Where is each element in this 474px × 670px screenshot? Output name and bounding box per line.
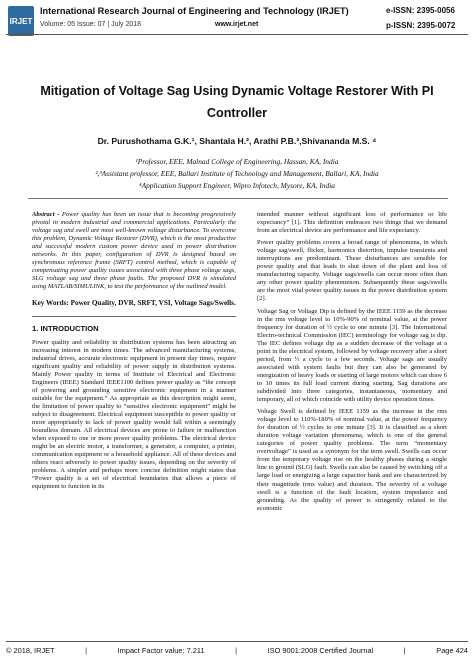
left-column — [32, 211, 236, 495]
e-issn: e-ISSN: 2395-0056 — [386, 6, 455, 15]
intro-paragraph: intended manner without significant loss of performance or life expectancy” [1]. This definition embraces two things that we demand from an electrical device are performance and life expectancy. — [257, 211, 447, 235]
intro-paragraph: Power quality and reliability in distribution systems has been attracting an increasing interest in modern times. The advanced manufacturing systems, industrial drives, accurate electronic equipment in present day times, require significant quality and reliability of power supply in distribution systems. Mainly Power quality in terms of Institute of Electrical and Electronic Engineers (IEEE) Standard IEEE1100 defines power quality as “the concept of powering and grounding sensitive electronic equipment in a manner suitable for the equipment.” As appropriate as this description might seem, the limitation of power quality to “sensitive electronic equipment” might be subject to disagreement. Electrical equipment susceptible to power quality or more appropriately to lack of power quality would fall within a seemingly boundless domain. All electrical devices are prone to failure or malfunction when exposed to one or more power quality problems. The electrical device might be an electric motor, a transformer, a generator, a computer, a printer, communication equipment or a household appliance. All of these devices and others react adversely to power quality issues, depending on the severity of problems. A simpler and perhaps more concise definition might states that “Power quality is a set of electrical boundaries that allows a piece of equipment to function in its — [32, 338, 236, 491]
footer-rule — [6, 641, 468, 642]
affiliation-2: ²,³Assistant professor, EEE, Ballari Institute of Technology and Management, Ballari, KA, India — [95, 169, 379, 178]
journal-website: www.irjet.net — [215, 21, 259, 28]
title-rule — [28, 198, 448, 199]
section-heading: 1. INTRODUCTION — [32, 323, 99, 333]
logo-text: IRJET — [9, 16, 33, 26]
author-list: Dr. Purushothama G.K.¹, Shantala H.², Arathi P.B.³,Shivananda M.S. ⁴ — [97, 136, 377, 146]
intro-paragraph: Voltage Swell is defined by IEEE 1159 as the increase in the rms voltage level to 110%-180% of nominal value, at the power frequency for duration of ½ cycles to one minute [3]. It is classified as a short duration voltage variation phenomena, which is one of the general categories of power quality problems. The term “momentary overvoltage” is used as a synonym for the term swell. Swells can occur from the temporary voltage rise on the healthy phases during a single line to ground (SLG) fault. Swells can also be caused by switching off a large load or energizing a large capacitor bank and are characterized by their magnitude (rms value) and duration. The severity of a voltage swell is a function of the fault location, system impedance and grounding. As the quality of power is stringently related to the economic — [257, 408, 447, 512]
paper-title: Mitigation of Voltage Sag Using Dynamic Voltage Restorer With PI Controller — [40, 84, 434, 120]
keywords-label: Key Words — [32, 299, 67, 308]
journal-logo — [8, 6, 34, 36]
affiliation-1: ¹Professor, EEE, Malnad College of Engineering, Hassan, KA, India — [135, 157, 339, 166]
footer-separator: | — [85, 646, 88, 655]
abstract-label: Abstract - — [32, 211, 60, 218]
keywords-text: : Power Quality, DVR, SRFT, VSI, Voltage Sags/Swells. — [66, 299, 236, 308]
volume-issue: Volume: 05 Issue: 07 | July 2018 — [40, 21, 142, 28]
footer-copyright: © 2018, IRJET — [6, 646, 55, 655]
footer-separator: | — [403, 646, 406, 655]
abstract — [32, 211, 236, 291]
header-rule — [6, 34, 468, 35]
page-footer — [6, 646, 468, 655]
p-issn: p-ISSN: 2395-0072 — [386, 21, 456, 30]
footer-iso: ISO 9001:2008 Certified Journal — [267, 646, 374, 655]
footer-impact-factor: Impact Factor value: 7.211 — [117, 646, 205, 655]
keywords — [32, 299, 236, 307]
footer-separator: | — [235, 646, 238, 655]
affiliation-3: ⁴Application Support Engineer, Wipro Infotech, Mysore, KA, India — [139, 181, 335, 190]
journal-name: International Research Journal of Engineering and Technology (IRJET) — [40, 6, 349, 16]
intro-paragraph: Power quality problems covers a broad range of phenomena, in which voltage sag/swell, flicker, harmonics distortion, impulse transients and interruptions are predominant. These disturbances are sensible for power quality and that leads to shut down of the plant and loss of manufacturing capacity. Voltage sags/swells can occur more often than any other power quality phenomenon. Subsequently these sags/swells are the most vital power quality issues in the power distribution system [2]. — [257, 239, 447, 303]
abstract-rule — [32, 316, 236, 317]
intro-paragraph: Voltage Sag or Voltage Dip is defined by the IEEE 1159 as the decrease in the rms voltage level to 10%-90% of nominal value, at the power frequency for duration of ½ cycle to one minute [3]. The International Electro-technical Commission (IEC) terminology for voltage sag is dip. The IEC defines voltage dip as a sudden decrease of the voltage at a point in the electrical system, followed by voltage recovery after a short period, from ½ a cycle to a few seconds. Voltage sags are usually associated with system faults but they can also be generated by energization of heavy loads or starting of large motors which can draw 6 to 10 times its full load current during starting. Sag durations are subdivided into three categories, instantaneous, momentary and temporary, all of which coincide with utility device operation times. — [257, 307, 447, 404]
right-column — [257, 211, 447, 517]
abstract-text: Power quality has been an issue that is becoming progressively pivotal in modern industrial and commercial applications. Particularly the voltage sag and swell are most well-known voltage disturbance. To overcome this problem, Dynamic Voltage Restorer (DVR), which is the most productive and successful modern custom power device used in power distribution networks. In this paper, configuration of DVR is designed based on synchronous reference frame (SRFT) control method, which is capable of compensating power quality issues associated with three phase voltage sags, SLG voltage sag and three phase faults. The proposed DVR is simulated using MATLAB/SIMULINK, to test the performance of the outlined model. — [32, 211, 237, 291]
footer-page-number: Page 424 — [436, 646, 468, 655]
